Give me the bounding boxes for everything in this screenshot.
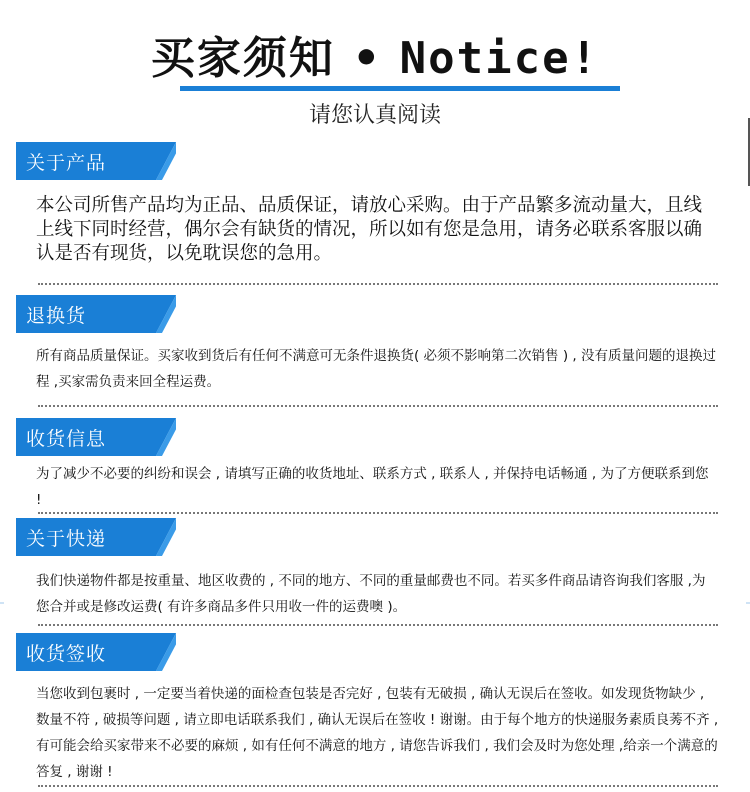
section-tab	[16, 418, 176, 456]
section-title: 收货信息	[26, 428, 107, 450]
title-chinese: 买家须知	[150, 33, 335, 84]
title-separator: •	[352, 33, 383, 84]
section-title: 收货签收	[26, 643, 107, 665]
edge-tick-right	[746, 602, 750, 604]
dotted-divider	[38, 512, 718, 514]
section-tab	[16, 295, 176, 333]
section-text: 本公司所售产品均为正品、品质保证，请放心采购。由于产品繁多流动量大，且线上线下同时经营，偶尔会有缺货的情况，所以如有您是急用，请务必联系客服以确认是否有现货，以免耽误您的急用。	[36, 195, 703, 264]
section-text: 当您收到包裹时 , 一定要当着快递的面检查包装是否完好 , 包装有无破损 , 确认无误后在签收。如发现货物缺少 , 数量不符 , 破损等问题 , 请立即电话联系我们 , 确认无误后在签收 ! 谢谢。由于每个地方的快递服务素质良莠不齐 , 有可能会给买家带来不必要的麻烦 , 如有任何不满意的地方 , 请您告诉我们 , 我们会及时为您处理 ,给亲一个满意的答复 , 谢谢 !	[36, 686, 719, 780]
section-tab	[16, 142, 176, 180]
section-text: 所有商品质量保证。买家收到货后有任何不满意可无条件退换货( 必须不影响第二次销售 ) , 没有质量问题的退换过程 ,买家需负责来回全程运费。	[36, 348, 716, 390]
section-tab	[16, 633, 176, 671]
dotted-divider	[38, 283, 718, 285]
section-text: 我们快递物件都是按重量、地区收费的 , 不同的地方、不同的重量邮费也不同。若买多件商品请咨询我们客服 ,为您合并或是修改运费( 有许多商品多件只用收一件的运费噢 )。	[36, 573, 706, 615]
dotted-divider	[38, 624, 718, 626]
title-underline	[180, 86, 620, 91]
section-tab	[16, 518, 176, 556]
section-text: 为了减少不必要的纠纷和误会 , 请填写正确的收货地址、联系方式 , 联系人 , 并保持电话畅通 , 为了方便联系到您 !	[36, 466, 709, 508]
page-subtitle: 请您认真阅读	[308, 103, 441, 128]
section-title: 关于快递	[26, 528, 107, 550]
dotted-divider	[38, 405, 718, 407]
section-title: 退换货	[26, 305, 87, 327]
title-english: Notice!	[399, 33, 600, 84]
page-title	[0, 22, 750, 86]
section-title: 关于产品	[26, 152, 107, 174]
edge-tick-left	[0, 602, 4, 604]
dotted-divider	[38, 785, 718, 787]
